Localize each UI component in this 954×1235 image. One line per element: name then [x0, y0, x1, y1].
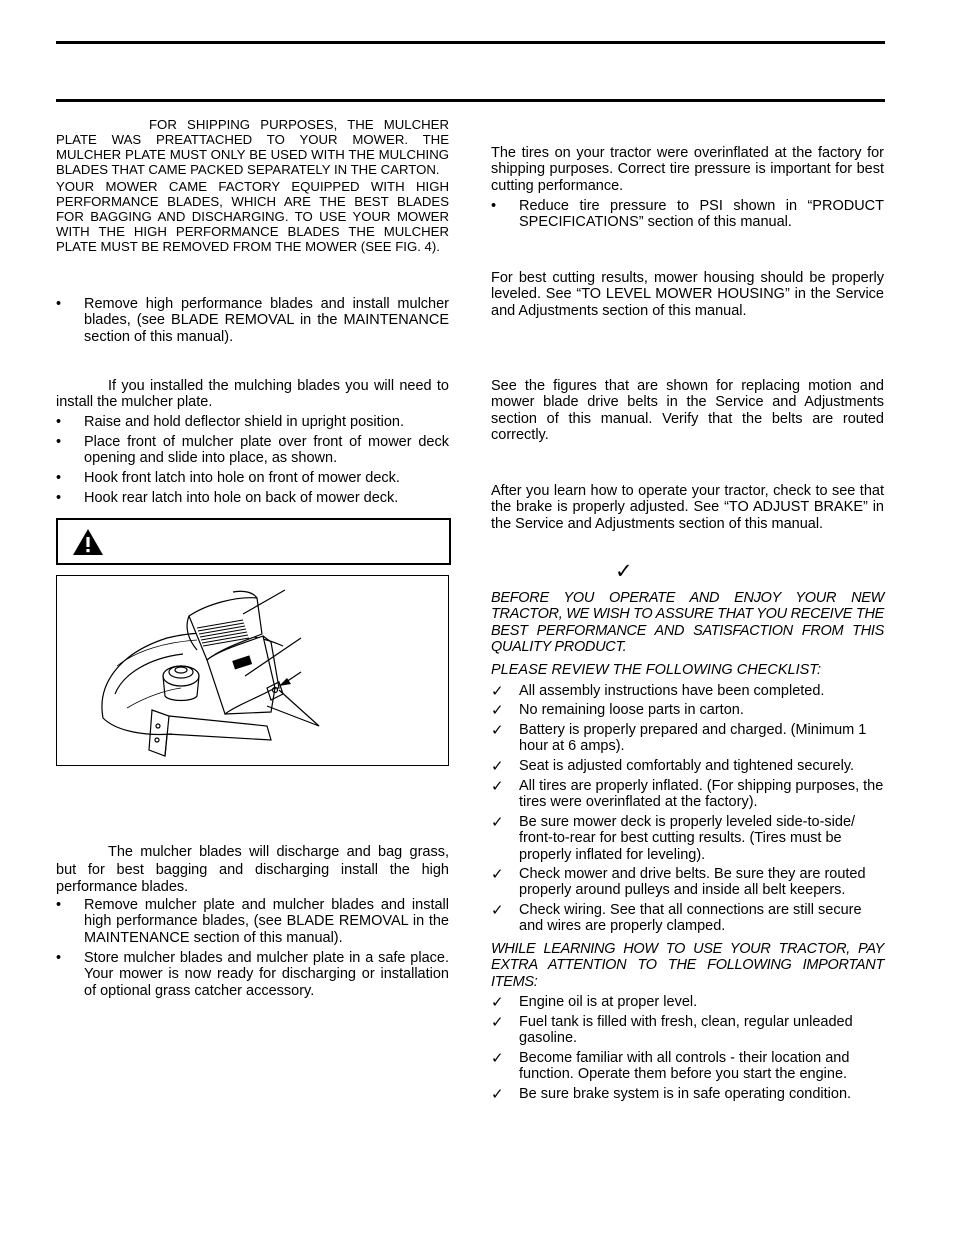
- checklist-item: ✓ Check wiring. See that all connections are still secure and wires are properly clamped.: [491, 901, 862, 935]
- checklist-item: ✓ Check mower and drive belts. Be sure they are routed properly around pulleys and inside all belt keepers.: [491, 865, 866, 899]
- check-icon: ✓: [491, 1013, 504, 1031]
- checklist-item: ✓ Be sure brake system is in safe operating condition.: [491, 1085, 852, 1103]
- check-icon: ✓: [491, 682, 504, 700]
- hook-rear-latch-step: • Hook rear latch into hole on back of mower deck.: [56, 490, 449, 506]
- header-rule-top: [56, 41, 885, 44]
- check-icon: ✓: [491, 777, 504, 795]
- store-mulcher-blades-step: • Store mulcher blades and mulcher plate in a safe place. Your mower is now ready for discharging or installation of optional grass catcher accessory.: [56, 950, 449, 999]
- reduce-tire-pressure-step: • Reduce tire pressure to PSI shown in “PRODUCT SPECIFICATIONS” section of this manual.: [491, 198, 884, 231]
- check-icon: ✓: [491, 1085, 504, 1103]
- checklist-item: ✓ All assembly instructions have been completed.: [491, 682, 825, 700]
- important-items-heading: WHILE LEARNING HOW TO USE YOUR TRACTOR, PAY EXTRA ATTENTION TO THE FOLLOWING IMPORTANT ITEMS:: [491, 941, 884, 990]
- check-icon: ✓: [491, 1049, 504, 1067]
- check-icon: ✓: [491, 757, 504, 775]
- checklist-item: ✓ All tires are properly inflated. (For shipping purposes, the tires were overinflated at the factory).: [491, 777, 884, 811]
- checklist-item: ✓ Battery is properly prepared and charged. (Minimum 1 hour at 6 amps).: [491, 721, 867, 755]
- checklist-item: ✓ Fuel tank is filled with fresh, clean, regular unleaded gasoline.: [491, 1013, 853, 1047]
- mulcher-discharge-note: The mulcher blades will discharge and bag grass, but for best bagging and discharging install the high performance blades.: [56, 844, 449, 896]
- install-mulcher-plate-intro: If you installed the mulching blades you will need to install the mulcher plate.: [56, 378, 449, 411]
- check-icon: ✓: [491, 865, 504, 883]
- high-performance-note: YOUR MOWER CAME FACTORY EQUIPPED WITH HIGH PERFORMANCE BLADES, WHICH ARE THE BEST BLADES FOR BAGGING AND DISCHARGING. TO USE YOUR MOWER WITH THE HIGH PERFORMANCE BLADES THE MULCHER PLATE MUST BE REMOVED FROM THE MOWER (SEE FIG. 4).: [56, 179, 449, 254]
- checklist-item: ✓ Engine oil is at proper level.: [491, 993, 698, 1011]
- checklist-intro: BEFORE YOU OPERATE AND ENJOY YOUR NEW TRACTOR, WE WISH TO ASSURE THAT YOU RECEIVE THE BEST PERFORMANCE AND SATISFACTION FROM THIS QUALITY PRODUCT.: [491, 590, 884, 656]
- header-rule-bottom: [56, 99, 885, 102]
- mulcher-plate-figure: [56, 575, 449, 766]
- check-icon: ✓: [491, 721, 504, 739]
- checklist-item: ✓ Seat is adjusted comfortably and tightened securely.: [491, 757, 855, 775]
- brake-adjust-text: After you learn how to operate your tractor, check to see that the brake is properly adjusted. See “TO ADJUST BRAKE” in the Service and Adjustments section of this manual.: [491, 483, 884, 532]
- check-icon: ✓: [491, 813, 504, 831]
- warning-triangle-icon: [72, 528, 104, 556]
- checklist-review-heading: PLEASE REVIEW THE FOLLOWING CHECKLIST:: [491, 662, 822, 678]
- check-icon: ✓: [491, 901, 504, 919]
- belt-routing-text: See the figures that are shown for replacing motion and mower blade drive belts in the Service and Adjustments section of this manual. Verify that the belts are routed correctly.: [491, 378, 884, 444]
- checklist-item: ✓ No remaining loose parts in carton.: [491, 701, 744, 719]
- mower-housing-level-text: For best cutting results, mower housing should be properly leveled. See “TO LEVEL MOWER HOUSING” in the Service and Adjustments section of this manual.: [491, 270, 884, 319]
- mulcher-plate-note: FOR SHIPPING PURPOSES, THE MULCHER PLATE WAS PREATTACHED TO YOUR MOWER. THE MULCHER PLATE MUST ONLY BE USED WITH THE MULCHING BLADES THAT CAME PACKED SEPARATELY IN THE CARTON.: [56, 117, 449, 177]
- remove-mulcher-plate-step: • Remove mulcher plate and mulcher blades and install high performance blades, (see BLADE REMOVAL in the MAINTENANCE section of this manual).: [56, 897, 449, 946]
- hook-front-latch-step: • Hook front latch into hole on front of mower deck.: [56, 470, 449, 486]
- tire-pressure-text: The tires on your tractor were overinflated at the factory for shipping purposes. Correct tire pressure is important for best cutting performance.: [491, 145, 884, 194]
- checklist-item: ✓ Become familiar with all controls - their location and function. Operate them before you start the engine.: [491, 1049, 850, 1083]
- check-icon: ✓: [491, 701, 504, 719]
- checklist-check-icon: ✓: [615, 559, 633, 583]
- raise-deflector-step: • Raise and hold deflector shield in upright position.: [56, 414, 449, 430]
- place-mulcher-plate-step: • Place front of mulcher plate over front of mower deck opening and slide into place, as shown.: [56, 434, 449, 467]
- install-mulcher-blades-step: • Remove high performance blades and install mulcher blades, (see BLADE REMOVAL in the MAINTENANCE section of this manual).: [56, 296, 449, 345]
- checklist-item: ✓ Be sure mower deck is properly leveled side-to-side/ front-to-rear for best cutting results. (Tires must be properly inflated for leveling).: [491, 813, 856, 863]
- check-icon: ✓: [491, 993, 504, 1011]
- mower-deck-illustration: [57, 576, 448, 765]
- warning-box: [56, 518, 451, 565]
